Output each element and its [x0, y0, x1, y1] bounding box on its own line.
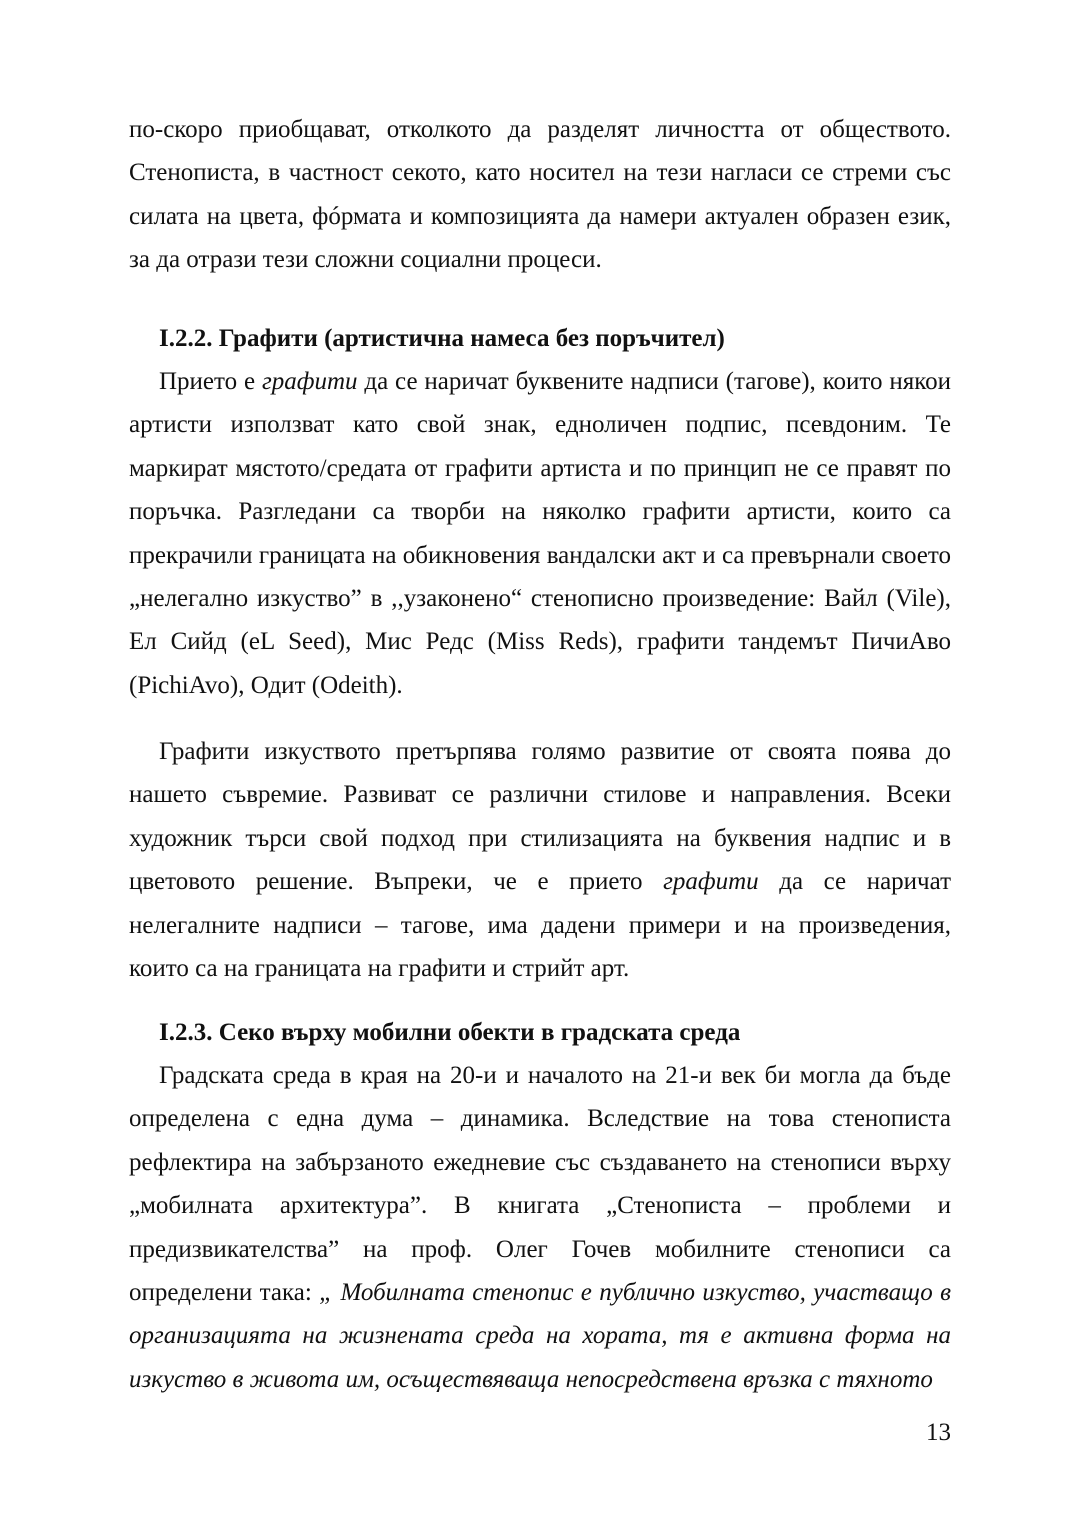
italic-term: графити	[663, 868, 759, 896]
section-heading-mobile-objects: I.2.3. Секо върху мобилни обекти в градската среда	[159, 1019, 741, 1046]
italic-term: графити	[261, 368, 358, 395]
paragraph-graffiti-definition	[129, 360, 951, 707]
page-number: 13	[926, 1419, 951, 1446]
paragraph-text: да се наричат нелегалните надписи – тагове, има дадени примери и на произведения, които са на границата на графити и стрийт арт.	[129, 868, 951, 983]
paragraph-continuation	[129, 108, 951, 282]
paragraph-text: Прието е	[159, 368, 262, 395]
paragraph-urban-environment	[129, 1054, 951, 1401]
paragraph-text: по-скоро приобщават, отколкото да разделят личността от обществото. Стенописта, в частност секото, като носител на тези нагласи се стреми със силата на цвета, фóрмата и композицията да намери актуален образен език, за да отрази тези сложни социални процеси.	[129, 116, 951, 274]
section-heading-graffiti: I.2.2. Графити (артистична намеса без поръчител)	[159, 325, 725, 352]
paragraph-graffiti-development	[129, 730, 951, 990]
italic-quote: „ Мобилната стенопис е публично изкуство, участващо в организацията на жизнената среда на хората, тя е активна форма на изкуство в живота им, осъществяваща непосредствена връзка с тяхното	[129, 1279, 951, 1393]
paragraph-text: Градската среда в края на 20-и и началото на 21-и век би могла да бъде определена с една дума – динамика. Вследствие на това стенописта рефлектира на забързаното ежедневие със създаването на стенописи върху „мобилната архитектура”. В книгата „Стенописта – проблеми и предизвикателства” на проф. Олег Гочев мобилните стенописи са определени така:	[129, 1062, 951, 1307]
paragraph-text: Графити изкуството претърпява голямо развитие от своята поява до нашето съвремие. Развиват се различни стилове и направления. Всеки художник търси свой подход при стилизацията на буквения надпис и в цветовото решение. Въпреки, че е прието	[129, 738, 951, 896]
paragraph-text: да се наричат буквените надписи (тагове), които някои артисти използват като свой знак, едноличен подпис, псевдоним. Те маркират мястото/средата от графити артиста и по принцип не се правят по поръчка. Разгледани са творби на няколко графити артисти, които са прекрачили границата на обикновения вандалски акт и са превърнали своето „нелегално изкуство” в ,,узаконено“ стенописно произведение: Вайл (Vile), Ел Сийд (eL Seed), Мис Редс (Miss Reds), графити тандемът ПичиАво (PichiAvo), Одит (Odeith).	[129, 368, 951, 699]
